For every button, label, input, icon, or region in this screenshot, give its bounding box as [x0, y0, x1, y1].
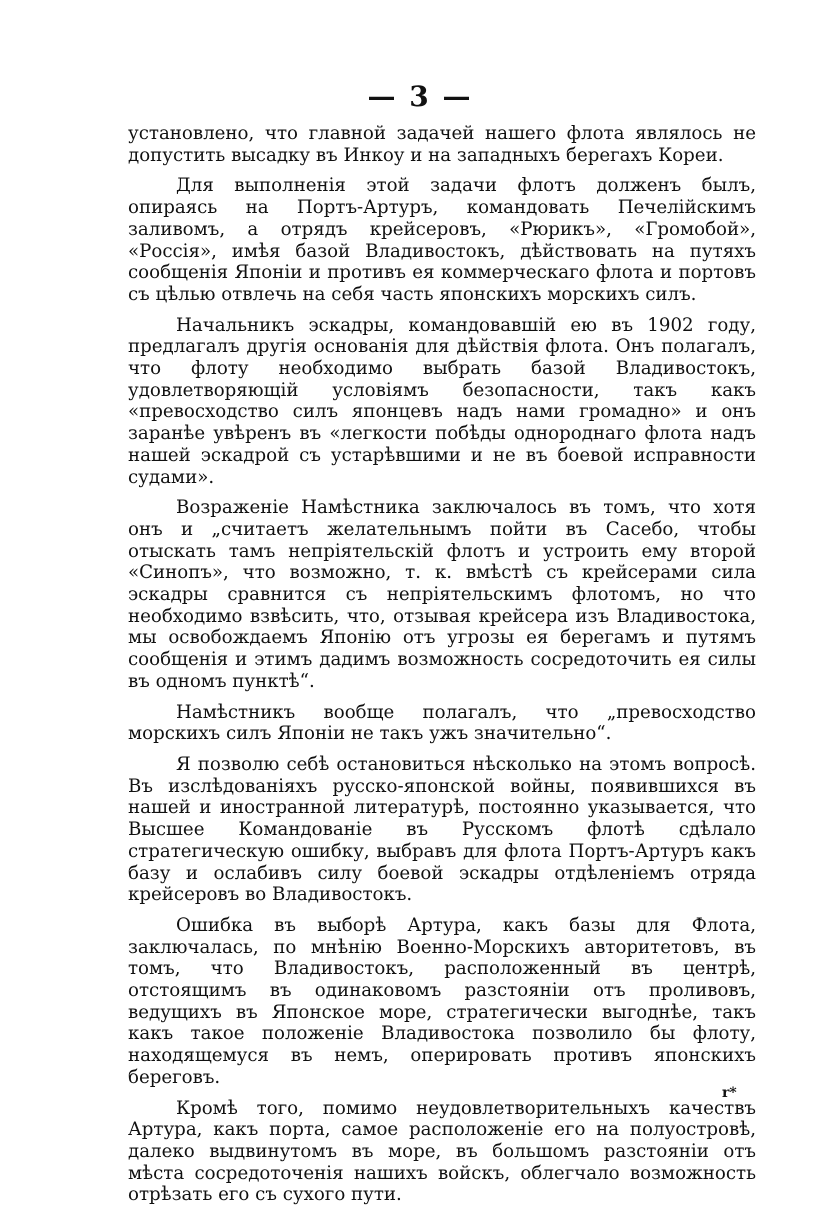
signature-mark: r* [722, 1085, 737, 1101]
paragraph: Я позволю себѣ остановиться нѣсколько на этомъ вопросѣ. Въ изслѣдованіяхъ русско-японской войны, появившихся въ нашей и иностранной литературѣ, постоянно указывается, что Высшее Командованіе въ Русскомъ флотѣ сдѣлало стратегическую ошибку, выбравъ для флота Портъ-Артуръ какъ базу и ослабивъ силу боевой эскадры отдѣленіемъ отряда крейсеровъ во Владивостокъ. [128, 753, 756, 906]
paragraph: Для выполненія этой задачи флотъ долженъ былъ, опираясь на Портъ-Артуръ, командовать Печелійскимъ заливомъ, а отрядъ крейсеровъ, «Рюрикъ», «Громобой», «Россія», имѣя базой Владивостокъ, дѣйствовать на путяхъ сообщенія Японіи и противъ ея коммерческаго флота и портовъ съ цѣлью отвлечь на себя часть японскихъ морскихъ силъ. [128, 175, 756, 305]
paragraph: Намѣстникъ вообще полагалъ, что „превосходство морскихъ силъ Японіи не такъ ужъ значительно“. [128, 701, 756, 745]
paragraph: установлено, что главной задачей нашего флота являлось не допустить высадку въ Инкоу и на западныхъ берегахъ Кореи. [128, 123, 756, 166]
body-text [128, 123, 756, 1215]
paragraph: Начальникъ эскадры, командовавшій ею въ 1902 году, предлагалъ другія основанія для дѣйствія флота. Онъ полагалъ, что флоту необходимо выбрать базой Владивостокъ, удовлетворяющій условіямъ безопасности, такъ какъ «превосходство силъ японцевъ надъ нами громадно» и онъ заранѣе увѣренъ въ «легкости побѣды однороднаго флота надъ нашей эскадрой съ устарѣвшими и не въ боевой исправности судами». [128, 314, 756, 488]
paragraph: Ошибка въ выборѣ Артура, какъ базы для Флота, заключалась, по мнѣнію Военно-Морскихъ авторитетовъ, въ томъ, что Владивостокъ, расположенный въ центрѣ, отстоящимъ въ одинаковомъ разстояніи отъ проливовъ, ведущихъ въ Японское море, стратегически выгоднѣе, такъ какъ такое положеніе Владивостока позволило бы флоту, находящемуся въ немъ, оперировать противъ японскихъ береговъ. [128, 914, 756, 1088]
paragraph: Возраженіе Намѣстника заключалось въ томъ, что хотя онъ и „считаетъ желательнымъ пойти въ Сасебо, чтобы отыскать тамъ непріятельскій флотъ и устроить ему второй «Синопъ», что возможно, т. к. вмѣстѣ съ крейсерами сила эскадры сравнится съ непріятельскимъ флотомъ, но что необходимо взвѣсить, что, отзывая крейсера изъ Владивостока, мы освобождаемъ Японію отъ угрозы ея берегамъ и путямъ сообщенія и этимъ дадимъ возможность сосредоточить ея силы въ одномъ пунктѣ“. [128, 497, 756, 692]
page-number: — 3 — [367, 80, 473, 113]
paragraph: Кромѣ того, помимо неудовлетворительныхъ качествъ Артура, какъ порта, самое расположеніе его на полуостровѣ, далеко выдвинутомъ въ море, въ большомъ разстояніи отъ мѣста сосредоточенія нашихъ войскъ, облегчало возможность отрѣзать его съ сухого пути. [128, 1097, 756, 1206]
